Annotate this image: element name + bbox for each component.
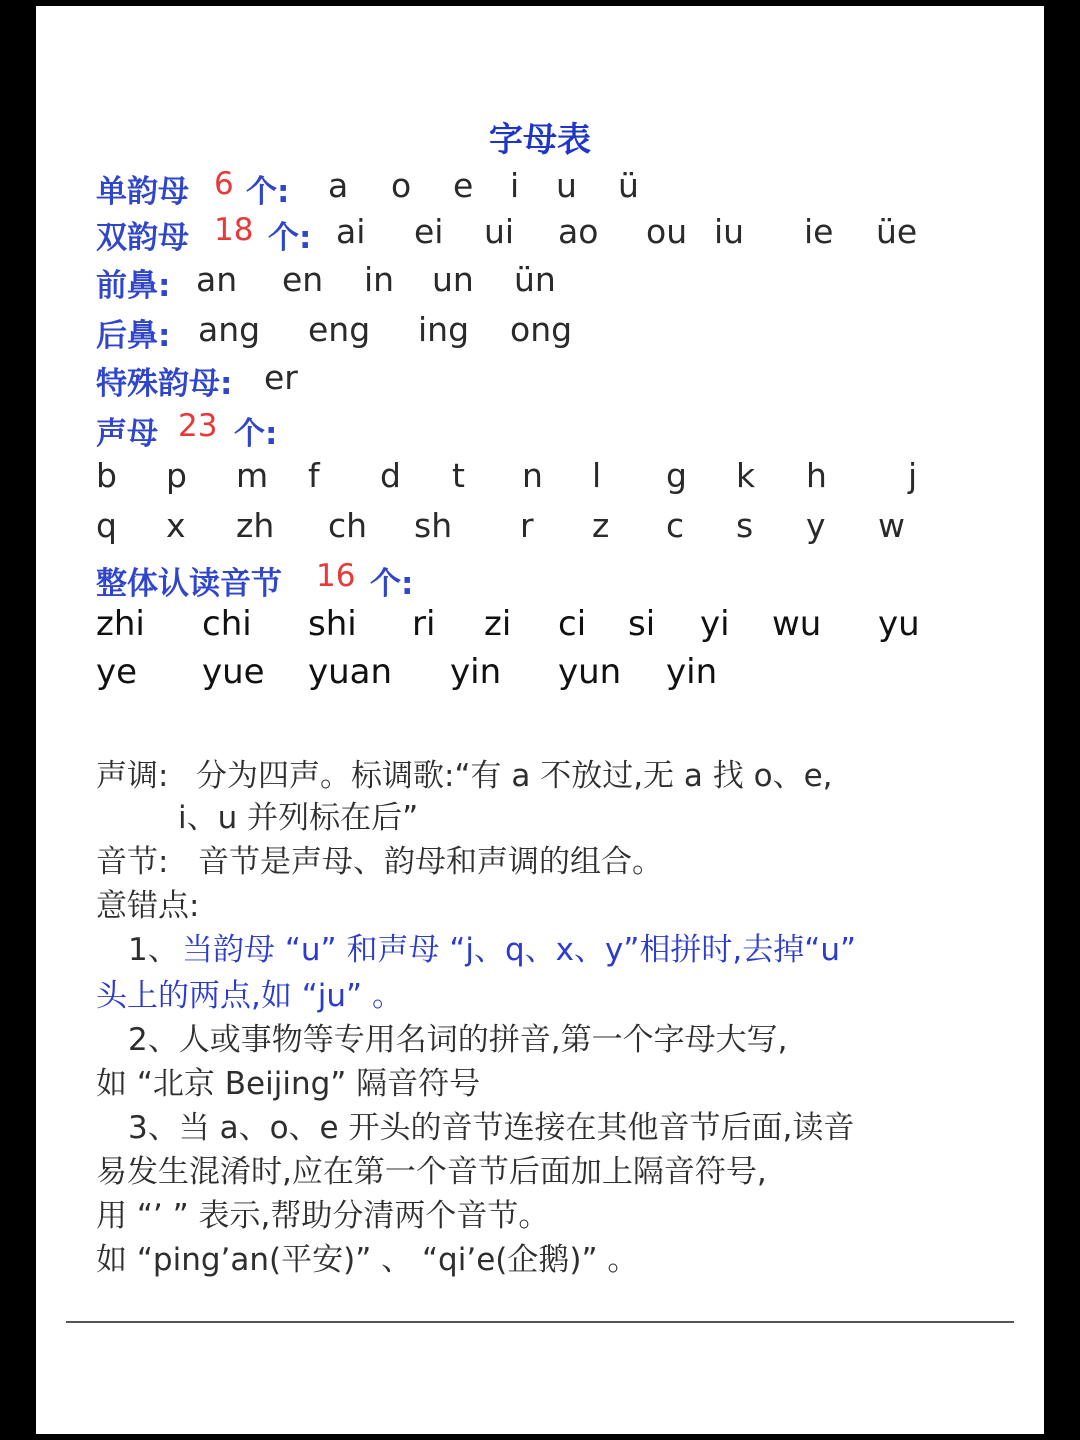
zhengti-count: 16 [316, 558, 356, 594]
shuangyunmu-label: 双韵母 [96, 220, 189, 256]
initial-item: g [666, 456, 687, 495]
initial-item: ch [328, 506, 368, 545]
initial-item: y [806, 506, 826, 545]
nasal-item: eng [308, 310, 371, 349]
zhengti-unit: 个: [370, 566, 414, 602]
page-title: 字母表 [489, 120, 591, 160]
initial-item: s [736, 506, 754, 545]
error-label: 意错点: [96, 888, 200, 924]
tone-text-line1: 分为四声。标调歌:“有 a 不放过,无 a 找 o、e, [196, 758, 833, 794]
syllable-item: yun [558, 652, 622, 692]
point3-line4: 如 “ping’an(平安)” 、 “qi’e(企鹅)” 。 [96, 1242, 639, 1278]
syllable-item: shi [308, 604, 357, 644]
syllable-item: yin [450, 652, 502, 692]
initial-item: c [666, 506, 685, 545]
point3-line2: 易发生混淆时,应在第一个音节后面加上隔音符号, [96, 1154, 767, 1190]
point2-line2: 如 “北京 Beijing” 隔音符号 [96, 1066, 481, 1102]
vowel-item: u [556, 166, 577, 205]
vowel-item: iu [714, 212, 745, 251]
vowel-item: a [328, 166, 349, 205]
tone-label: 声调: [96, 758, 169, 794]
shuangyunmu-unit: 个: [268, 220, 312, 256]
vowel-item: ao [558, 212, 599, 251]
vowel-item: i [510, 166, 520, 205]
syllable-item: yu [878, 604, 920, 644]
initial-item: sh [414, 506, 453, 545]
initial-item: zh [236, 506, 275, 545]
zhengti-label: 整体认读音节 [96, 566, 282, 602]
syllable-item: si [628, 604, 656, 644]
initial-item: x [166, 506, 186, 545]
initial-item: d [380, 456, 401, 495]
danyunmu-unit: 个: [246, 174, 290, 210]
initial-item: p [166, 456, 187, 495]
syllable-item: zi [484, 604, 512, 644]
danyunmu-count: 6 [214, 166, 234, 202]
initial-item: h [806, 456, 827, 495]
nasal-item: en [282, 260, 324, 299]
initial-item: k [736, 456, 756, 495]
document-page [36, 6, 1044, 1434]
syllable-item: yue [202, 652, 265, 692]
nasal-item: un [432, 260, 474, 299]
syllable-item: zhi [96, 604, 145, 644]
bottom-divider [66, 1321, 1014, 1323]
vowel-item: ie [804, 212, 834, 251]
initial-item: f [308, 456, 320, 495]
qianbi-label: 前鼻: [96, 268, 171, 304]
syllable-item: chi [202, 604, 252, 644]
point3-line3: 用 “’ ” 表示,帮助分清两个音节。 [96, 1198, 550, 1234]
nasal-item: an [196, 260, 238, 299]
houbi-label: 后鼻: [96, 318, 171, 354]
tone-text-line2: i、u 并列标在后” [178, 800, 419, 836]
vowel-item: ai [336, 212, 366, 251]
teshu-label: 特殊韵母: [96, 366, 233, 402]
initial-item: j [908, 456, 918, 495]
initial-item: z [592, 506, 610, 545]
initial-item: l [592, 456, 602, 495]
special-item: er [264, 358, 298, 397]
nasal-item: ing [418, 310, 470, 349]
initial-item: m [236, 456, 269, 495]
point1-line2: 头上的两点,如 “ju” 。 [96, 978, 403, 1014]
initial-item: w [878, 506, 905, 545]
point3-line1: 3、当 a、o、e 开头的音节连接在其他音节后面,读音 [128, 1110, 855, 1146]
point1-number: 1、 [128, 932, 179, 968]
nasal-item: in [364, 260, 395, 299]
vowel-item: ou [646, 212, 688, 251]
vowel-item: ü [618, 166, 639, 205]
point1-line1: 当韵母 “u” 和声母 “j、q、x、y”相拼时,去掉“u” [182, 932, 857, 968]
danyunmu-label: 单韵母 [96, 174, 189, 210]
syllable-item: ri [412, 604, 436, 644]
vowel-item: üe [876, 212, 918, 251]
shengmu-count: 23 [178, 408, 218, 444]
syllable-item: ye [96, 652, 138, 692]
vowel-item: ei [414, 212, 444, 251]
nasal-item: ong [510, 310, 573, 349]
initial-item: t [452, 456, 465, 495]
initial-item: b [96, 456, 117, 495]
initial-item: n [522, 456, 543, 495]
shuangyunmu-count: 18 [214, 212, 254, 248]
syllable-item: ci [558, 604, 587, 644]
point2-line1: 2、人或事物等专用名词的拼音,第一个字母大写, [128, 1022, 788, 1058]
vowel-item: e [453, 166, 474, 205]
nasal-item: ün [514, 260, 556, 299]
syllable-item: wu [772, 604, 822, 644]
initial-item: q [96, 506, 117, 545]
syllable-item: yuan [308, 652, 393, 692]
initial-item: r [520, 506, 534, 545]
syllable-text: 音节是声母、韵母和声调的组合。 [198, 844, 663, 880]
syllable-label: 音节: [96, 844, 169, 880]
syllable-item: yi [700, 604, 730, 644]
syllable-item: yin [666, 652, 718, 692]
vowel-item: ui [484, 212, 515, 251]
shengmu-label: 声母 [96, 416, 158, 452]
nasal-item: ang [198, 310, 261, 349]
vowel-item: o [391, 166, 412, 205]
shengmu-unit: 个: [234, 416, 278, 452]
